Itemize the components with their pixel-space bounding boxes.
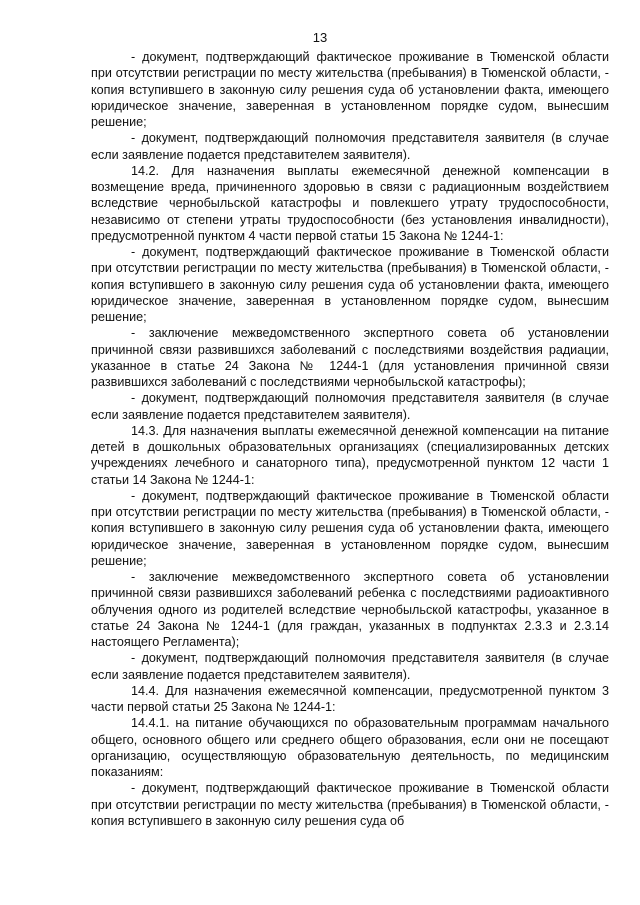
paragraph: 14.2. Для назначения выплаты ежемесячной денежной компенсации в возмещение вреда, причиненного здоровью в связи с радиационным воздействием вследствие чернобыльской катастрофы и повлекшего утрату трудоспособности, независимо от степени утраты трудоспособности (без установления инвалидности), предусмотренной пунктом 4 части первой статьи 15 Закона № 1244-1:	[91, 163, 609, 243]
paragraph: 14.4.1. на питание обучающихся по образовательным программам начального общего, основного общего или среднего общего образования, если они не посещают организацию, осуществляющую образовательную деятельность, по медицинским показаниям:	[91, 716, 609, 779]
paragraph: 14.3. Для назначения выплаты ежемесячной денежной компенсации на питание детей в дошкольных образовательных организациях (специализированных детских учреждениях лечебного и санаторного типа), предусмотренной пунктом 12 части 1 статьи 14 Закона № 1244-1:	[91, 423, 609, 487]
paragraph: - документ, подтверждающий фактическое проживание в Тюменской области при отсутствии регистрации по месту жительства (пребывания) в Тюменской области, - копия вступившего в законную силу решения суда об	[91, 781, 609, 828]
paragraph: - документ, подтверждающий полномочия представителя заявителя (в случае если заявление подается представителем заявителя).	[91, 131, 609, 162]
page-number: 13	[312, 30, 328, 45]
paragraph: - документ, подтверждающий фактическое проживание в Тюменской области при отсутствии регистрации по месту жительства (пребывания) в Тюменской области, - копия вступившего в законную силу решения суда об установлении факта, имеющего юридическое значение, заверенная в установленном порядке судом, вынесшим решение;	[91, 488, 609, 568]
paragraph: - документ, подтверждающий фактическое проживание в Тюменской области при отсутствии регистрации по месту жительства (пребывания) в Тюменской области, - копия вступившего в законную силу решения суда об установлении факта, имеющего юридическое значение, заверенная в установленном порядке судом, вынесшим решение;	[91, 50, 609, 129]
paragraph: - заключение межведомственного экспертного совета об установлении причинной связи развившихся заболеваний с последствиями воздействия радиации, указанное в статье 24 Закона № 1244-1 (для установления причинной связи развившихся заболеваний с последствиями чернобыльской катастрофы);	[91, 326, 609, 389]
document-body	[91, 49, 609, 829]
paragraph: - заключение межведомственного экспертного совета об установлении причинной связи развившихся заболеваний ребенка с последствиями радиоактивного облучения одного из родителей вследствие чернобыльской катастрофы, указанное в статье 24 Закона № 1244-1 (для граждан, указанных в подпунктах 2.3.3 и 2.3.14 настоящего Регламента);	[91, 570, 609, 649]
paragraph: - документ, подтверждающий полномочия представителя заявителя (в случае если заявление подается представителем заявителя).	[91, 651, 609, 682]
paragraph: - документ, подтверждающий фактическое проживание в Тюменской области при отсутствии регистрации по месту жительства (пребывания) в Тюменской области, - копия вступившего в законную силу решения суда об установлении факта, имеющего юридическое значение, заверенная в установленном порядке судом, вынесшим решение;	[91, 245, 609, 324]
paragraph: - документ, подтверждающий полномочия представителя заявителя (в случае если заявление подается представителем заявителя).	[91, 391, 609, 422]
paragraph: 14.4. Для назначения ежемесячной компенсации, предусмотренной пунктом 3 части первой статьи 25 Закона № 1244-1:	[91, 683, 609, 714]
